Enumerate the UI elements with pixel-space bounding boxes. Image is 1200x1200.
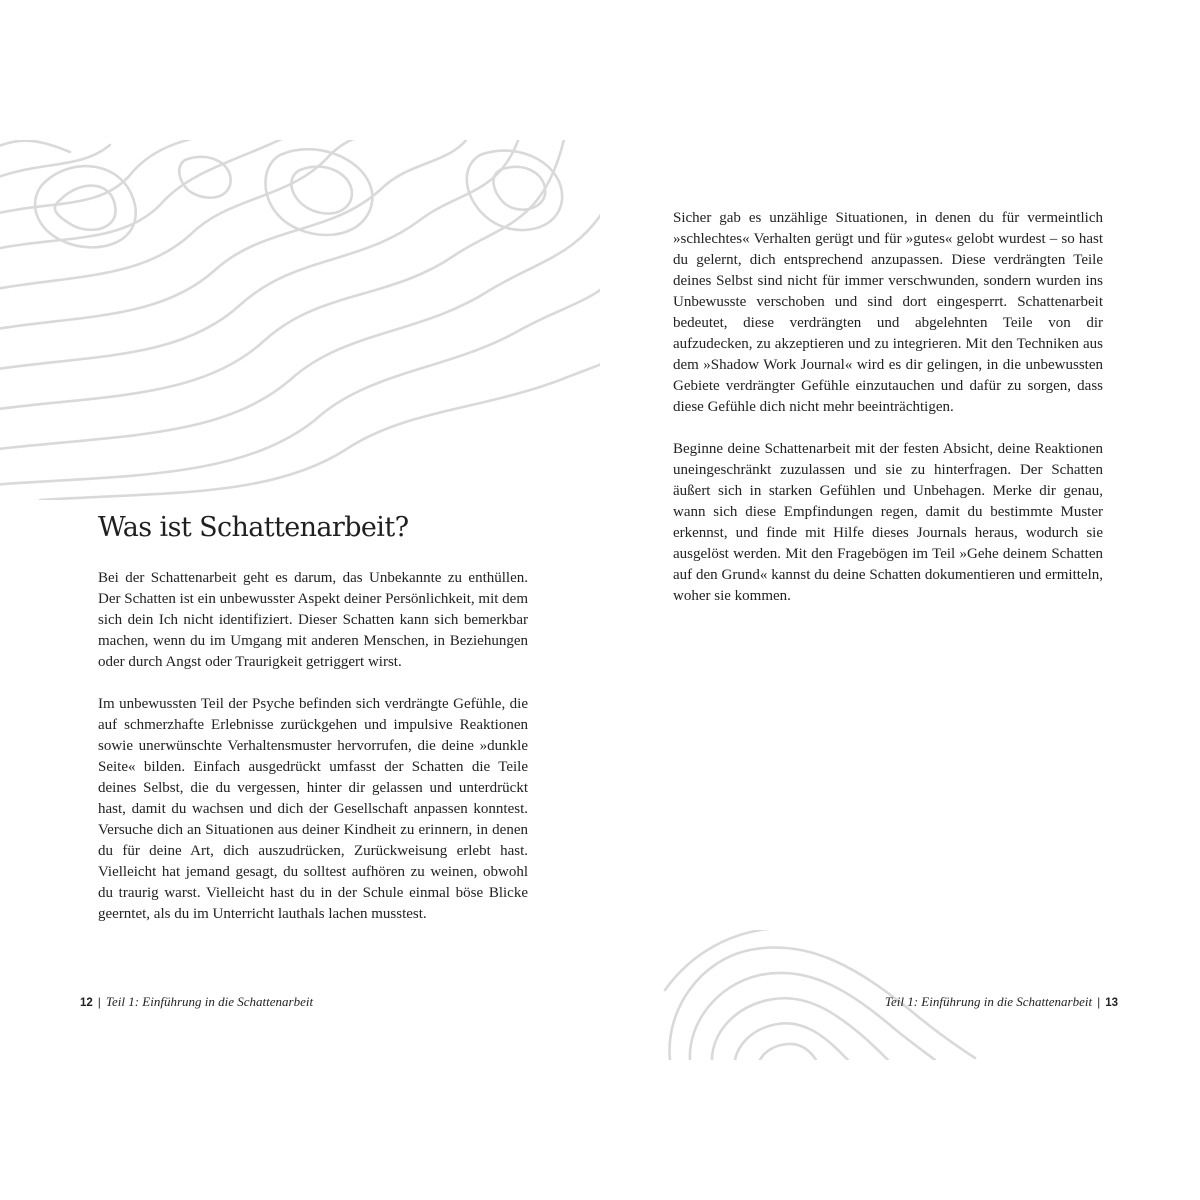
left-page: [0, 140, 600, 1060]
page-number: 13: [1105, 997, 1118, 1009]
chapter-title: Teil 1: Einführung in die Schattenarbeit: [884, 994, 1093, 1009]
footer-separator: |: [1097, 995, 1101, 1009]
page-footer: [885, 994, 1118, 1010]
paragraph: Bei der Schattenarbeit geht es darum, das Unbekannte zu enthüllen. Der Schatten ist ein unbewusster Aspekt deiner Persönlichkeit, mit dem sich dein Ich nicht identifiziert. Dieser Schatten kann sich bemerkbar machen, wenn du im Umgang mit anderen Menschen, in Beziehungen oder durch Angst oder Traurigkeit getriggert wirst.: [98, 570, 528, 670]
chapter-title: Teil 1: Einführung in die Schattenarbeit: [105, 994, 314, 1009]
page-title: Was ist Schattenarbeit?: [98, 512, 409, 543]
topographic-contour-icon: [0, 140, 600, 500]
body-text: [673, 208, 1103, 628]
paragraph: Sicher gab es unzählige Situationen, in denen du für vermeintlich »schlechtes« Verhalten gerügt und für »gutes« gelobt wurdest – so hast du gelernt, dich entsprechend anzupassen. Diese verdrängten Teile deines Selbst sind nicht für immer verschwunden, sondern wurden ins Unbewusste verschoben und sind dort eingesperrt. Schattenarbeit bedeutet, diese verdrängten und abgelehnten Teile von dir aufzudecken, zu akzeptieren und zu integrieren. Mit den Techniken aus dem »Shadow Work Journal« wird es dir gelingen, in die unbewussten Gebiete verdrängter Gefühle einzutauchen und dafür zu sorgen, dass diese Gefühle dich nicht mehr beeinträchtigen.: [673, 210, 1103, 415]
body-text: [98, 568, 528, 946]
paragraph: Beginne deine Schattenarbeit mit der festen Absicht, deine Reaktionen uneingeschränkt zuzulassen und sie zu hinterfragen. Der Schatten äußert sich in starken Gefühlen und Unbehagen. Merke dir genau, wann sich diese Empfindungen regen, damit du bestimmte Muster erkennst, und finde mit Hilfe dieses Journals heraus, wodurch sie ausgelöst werden. Mit den Fragebögen im Teil »Gehe deinem Schatten auf den Grund« kannst du deine Schatten dokumentieren und ermitteln, woher sie kommen.: [673, 441, 1103, 604]
right-page: [600, 140, 1200, 1060]
footer-separator: |: [97, 995, 101, 1009]
page-number: 12: [80, 997, 93, 1009]
page-footer: [80, 994, 313, 1010]
paragraph: Im unbewussten Teil der Psyche befinden sich verdrängte Gefühle, die auf schmerzhafte Erlebnisse zurückgehen und impulsive Reaktionen sowie unerwünschte Verhaltensmuster hervorrufen, die deine »dunkle Seite« bilden. Einfach ausgedrückt umfasst der Schatten die Teile deines Selbst, die du vergessen, hinter dir gelassen und unterdrückt hast, damit du wachsen und dich der Gesellschaft anpassen konntest. Versuche dich an Situationen aus deiner Kindheit zu erinnern, in denen du für deine Art, dich auszudrücken, Zurückweisung erlebt hast. Vielleicht hat jemand gesagt, du solltest aufhören zu weinen, obwohl du traurig warst. Vielleicht hast du in der Schule einmal böse Blicke geerntet, als du im Unterricht lauthals lachen musstest.: [98, 696, 528, 922]
